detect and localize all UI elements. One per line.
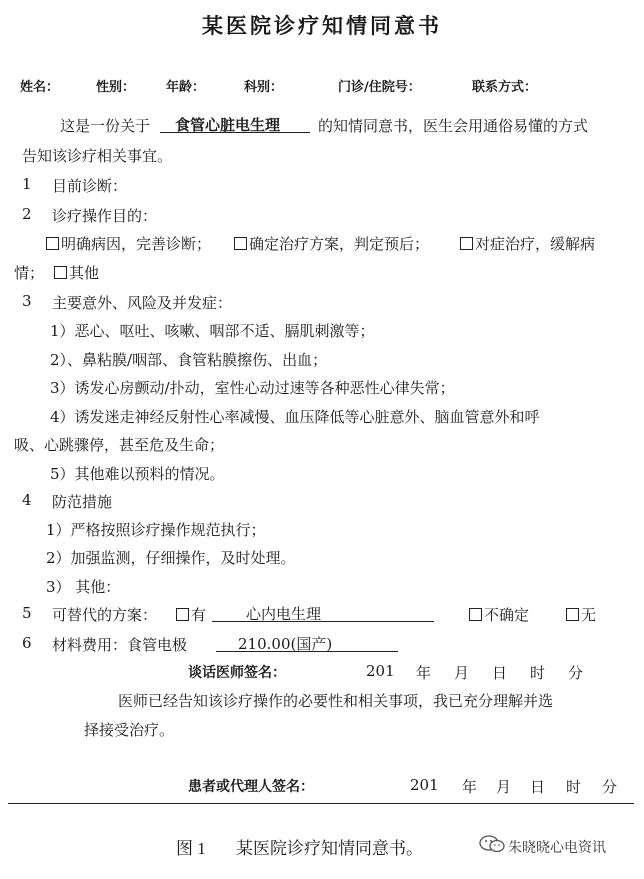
measure-item-1: 1）严格按照诊疗操作规范执行； <box>46 521 266 539</box>
doctor-sign-day-unit: 日 <box>492 664 508 682</box>
section-1-number: 1 <box>22 175 32 193</box>
section-4-label: 防范措施 <box>52 493 113 511</box>
checkbox[interactable] <box>234 237 247 250</box>
section-3-number: 3 <box>22 292 32 310</box>
doctor-sign-month-unit: 月 <box>454 664 470 682</box>
doctor-sign-year: 201 <box>366 662 395 680</box>
risk-item-5: 5）其他难以预料的情况。 <box>50 465 225 483</box>
checkbox[interactable] <box>176 608 189 621</box>
risk-item-3: 3）诱发心房颤动/扑动，室性心动过速等各种恶性心律失常； <box>50 379 455 397</box>
field-contact-label: 联系方式： <box>472 80 538 95</box>
patient-signature-label: 患者或代理人签名： <box>188 779 314 795</box>
field-admission-no-label: 门诊/住院号： <box>338 80 421 95</box>
consent-line-2: 择接受治疗。 <box>84 721 175 739</box>
patient-sign-year-unit: 年 <box>462 778 478 796</box>
alternative-option-yes[interactable]: 有 <box>176 604 206 625</box>
risk-item-1: 1）恶心、呕吐、咳嗽、咽部不适、膈肌刺激等； <box>50 322 375 340</box>
section-5-number: 5 <box>22 604 32 622</box>
doctor-signature-label: 谈话医师签名： <box>188 665 286 681</box>
measure-item-2: 2）加强监测，仔细操作，及时处理。 <box>46 549 296 567</box>
alternative-option-none[interactable]: 无 <box>566 604 596 625</box>
patient-sign-hour-unit: 时 <box>566 778 582 796</box>
purpose-option-4[interactable]: 其他 <box>54 262 99 283</box>
field-age-label: 年龄： <box>166 80 206 95</box>
checkbox[interactable] <box>54 266 67 279</box>
risk-item-2: 2）、鼻粘膜/咽部、食管粘膜擦伤、出血； <box>50 351 328 369</box>
section-4-number: 4 <box>22 491 32 509</box>
patient-sign-minute-unit: 分 <box>602 778 618 796</box>
checkbox[interactable] <box>566 608 579 621</box>
figure-number: 图 1 <box>176 839 206 858</box>
purpose-option-2[interactable]: 确定治疗方案，判定预后； <box>234 233 429 254</box>
measure-item-3: 3） 其他： <box>46 578 121 596</box>
consent-line-1: 医师已经告知该诊疗操作的必要性和相关事项，我已充分理解并选 <box>118 692 554 710</box>
section-2-number: 2 <box>22 205 32 223</box>
intro-line2: 告知该诊疗相关事宜。 <box>22 147 173 165</box>
intro-suffix: 的知情同意书，医生会用通俗易懂的方式 <box>318 117 589 135</box>
purpose-option-3-cont: 情； <box>14 264 45 282</box>
section-1-label: 目前诊断： <box>52 177 128 195</box>
divider <box>8 803 634 804</box>
field-department-label: 科别： <box>244 80 284 95</box>
patient-sign-day-unit: 日 <box>530 778 546 796</box>
section-5-label: 可替代的方案： <box>52 606 158 624</box>
section-2-label: 诊疗操作目的： <box>52 207 158 225</box>
checkbox[interactable] <box>469 608 482 621</box>
alternative-plan-value: 心内电生理 <box>246 605 322 623</box>
checkbox[interactable] <box>46 237 59 250</box>
section-3-label: 主要意外、风险及并发症： <box>52 294 233 312</box>
figure-caption: 某医院诊疗知情同意书。 <box>236 839 423 858</box>
material-cost-amount: 210.00(国产) <box>238 635 333 653</box>
intro-prefix: 这是一份关于 <box>60 117 151 135</box>
field-name-label: 姓名： <box>20 80 60 95</box>
doctor-sign-minute-unit: 分 <box>568 664 584 682</box>
purpose-option-3[interactable]: 对症治疗，缓解病 <box>460 233 595 254</box>
risk-item-4-cont: 吸、心跳骤停，甚至危及生命； <box>14 436 225 454</box>
intro-procedure: 食管心脏电生理 <box>175 116 281 134</box>
section-6-number: 6 <box>22 634 32 652</box>
doctor-sign-hour-unit: 时 <box>530 664 546 682</box>
field-gender-label: 性别： <box>96 80 136 95</box>
wechat-icon <box>478 834 506 854</box>
cost-underline <box>216 651 398 652</box>
procedure-underline <box>160 132 310 133</box>
risk-item-4: 4）诱发迷走神经反射性心率减慢、血压降低等心脏意外、脑血管意外和呼 <box>50 408 540 426</box>
alternative-option-uncertain[interactable]: 不确定 <box>469 604 529 625</box>
patient-sign-year: 201 <box>410 776 439 794</box>
watermark-text: 朱晓晓心电资讯 <box>508 840 606 856</box>
checkbox[interactable] <box>460 237 473 250</box>
doctor-sign-year-unit: 年 <box>416 664 432 682</box>
form-title: 某医院诊疗知情同意书 <box>202 13 442 38</box>
section-6-label: 材料费用：食管电极 <box>52 636 188 654</box>
purpose-option-1[interactable]: 明确病因，完善诊断； <box>46 233 211 254</box>
alternative-underline <box>212 621 434 622</box>
patient-sign-month-unit: 月 <box>496 778 512 796</box>
